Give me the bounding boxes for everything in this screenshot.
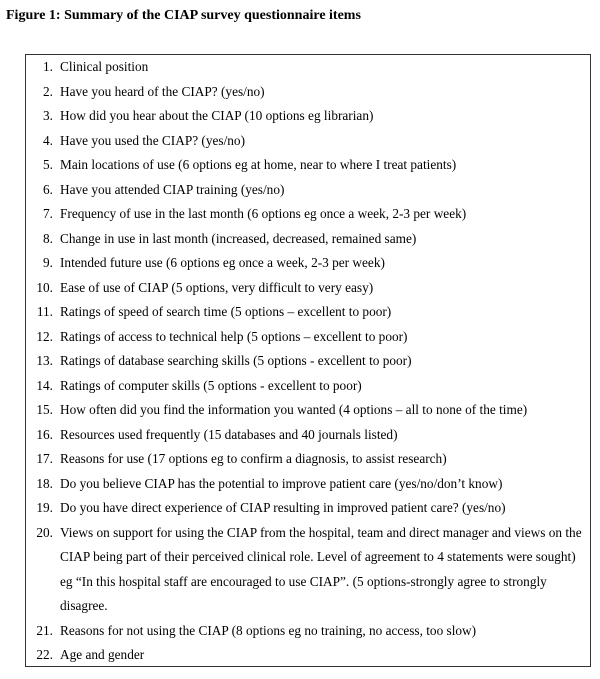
item-number: 1. bbox=[43, 59, 53, 74]
item-number: 7. bbox=[43, 206, 53, 221]
item-number: 5. bbox=[43, 157, 53, 172]
item-number: 21. bbox=[36, 622, 53, 638]
item-number: 9. bbox=[43, 255, 53, 270]
item-text: Intended future use (6 options eg once a week, 2-3 per week) bbox=[60, 255, 385, 270]
item-number: 3. bbox=[43, 108, 53, 123]
item-number: 16. bbox=[36, 426, 53, 442]
item-number: 22. bbox=[36, 647, 53, 662]
item-number: 14. bbox=[36, 377, 53, 393]
item-text: Ratings of database searching skills (5 options - excellent to poor) bbox=[60, 353, 412, 368]
item-text: Resources used frequently (15 databases and 40 journals listed) bbox=[60, 426, 398, 442]
item-text: Frequency of use in the last month (6 options eg once a week, 2-3 per week) bbox=[60, 206, 467, 221]
item-number: 20. bbox=[36, 524, 53, 540]
item-text: Ratings of speed of search time (5 options – excellent to poor) bbox=[60, 304, 392, 319]
item-text: Age and gender bbox=[60, 647, 145, 662]
item-text: Ratings of computer skills (5 options - excellent to poor) bbox=[60, 377, 362, 393]
questionnaire-items-box bbox=[25, 54, 591, 667]
item-number: 8. bbox=[43, 230, 53, 246]
item-text: Have you used the CIAP? (yes/no) bbox=[60, 132, 246, 148]
item-text: Do you believe CIAP has the potential to improve patient care (yes/no/don’t know) bbox=[60, 475, 503, 491]
item-number: 12. bbox=[36, 328, 53, 344]
item-number: 15. bbox=[36, 402, 53, 417]
item-text: Ease of use of CIAP (5 options, very difficult to very easy) bbox=[60, 279, 374, 295]
item-number: 19. bbox=[36, 500, 53, 515]
item-number: 11. bbox=[36, 304, 53, 319]
item-text: Main locations of use (6 options eg at home, near to where I treat patients) bbox=[60, 157, 457, 172]
figure-title: Figure 1: Summary of the CIAP survey questionnaire items bbox=[6, 8, 361, 23]
item-number: 13. bbox=[36, 353, 53, 368]
item-text: Have you heard of the CIAP? (yes/no) bbox=[60, 83, 265, 99]
item-text: How often did you find the information you wanted (4 options – all to none of the time) bbox=[60, 402, 528, 417]
item-text: How did you hear about the CIAP (10 options eg librarian) bbox=[60, 108, 374, 123]
item-number: 17. bbox=[36, 451, 53, 466]
item-number: 10. bbox=[36, 279, 53, 295]
item-number: 4. bbox=[43, 132, 53, 148]
item-text: Ratings of access to technical help (5 options – excellent to poor) bbox=[60, 328, 408, 344]
item-text: Views on support for using the CIAP from the hospital, team and direct manager and views on the CIAP being part of their perceived clinical role. Level of agreement to 4 statements were sought) eg “In this hospital staff are encouraged to use CIAP”. (5 options-strongly agree to strongly disagree. bbox=[60, 524, 582, 613]
item-text: Clinical position bbox=[60, 59, 149, 74]
item-text: Do you have direct experience of CIAP resulting in improved patient care? (yes/no) bbox=[60, 500, 506, 515]
item-number: 6. bbox=[43, 181, 53, 197]
item-number: 2. bbox=[43, 83, 53, 99]
item-text: Reasons for not using the CIAP (8 options eg no training, no access, too slow) bbox=[60, 622, 477, 638]
item-text: Reasons for use (17 options eg to confirm a diagnosis, to assist research) bbox=[60, 451, 447, 466]
item-text: Have you attended CIAP training (yes/no) bbox=[60, 181, 285, 197]
item-number: 18. bbox=[36, 475, 53, 491]
item-text: Change in use in last month (increased, decreased, remained same) bbox=[60, 230, 417, 246]
